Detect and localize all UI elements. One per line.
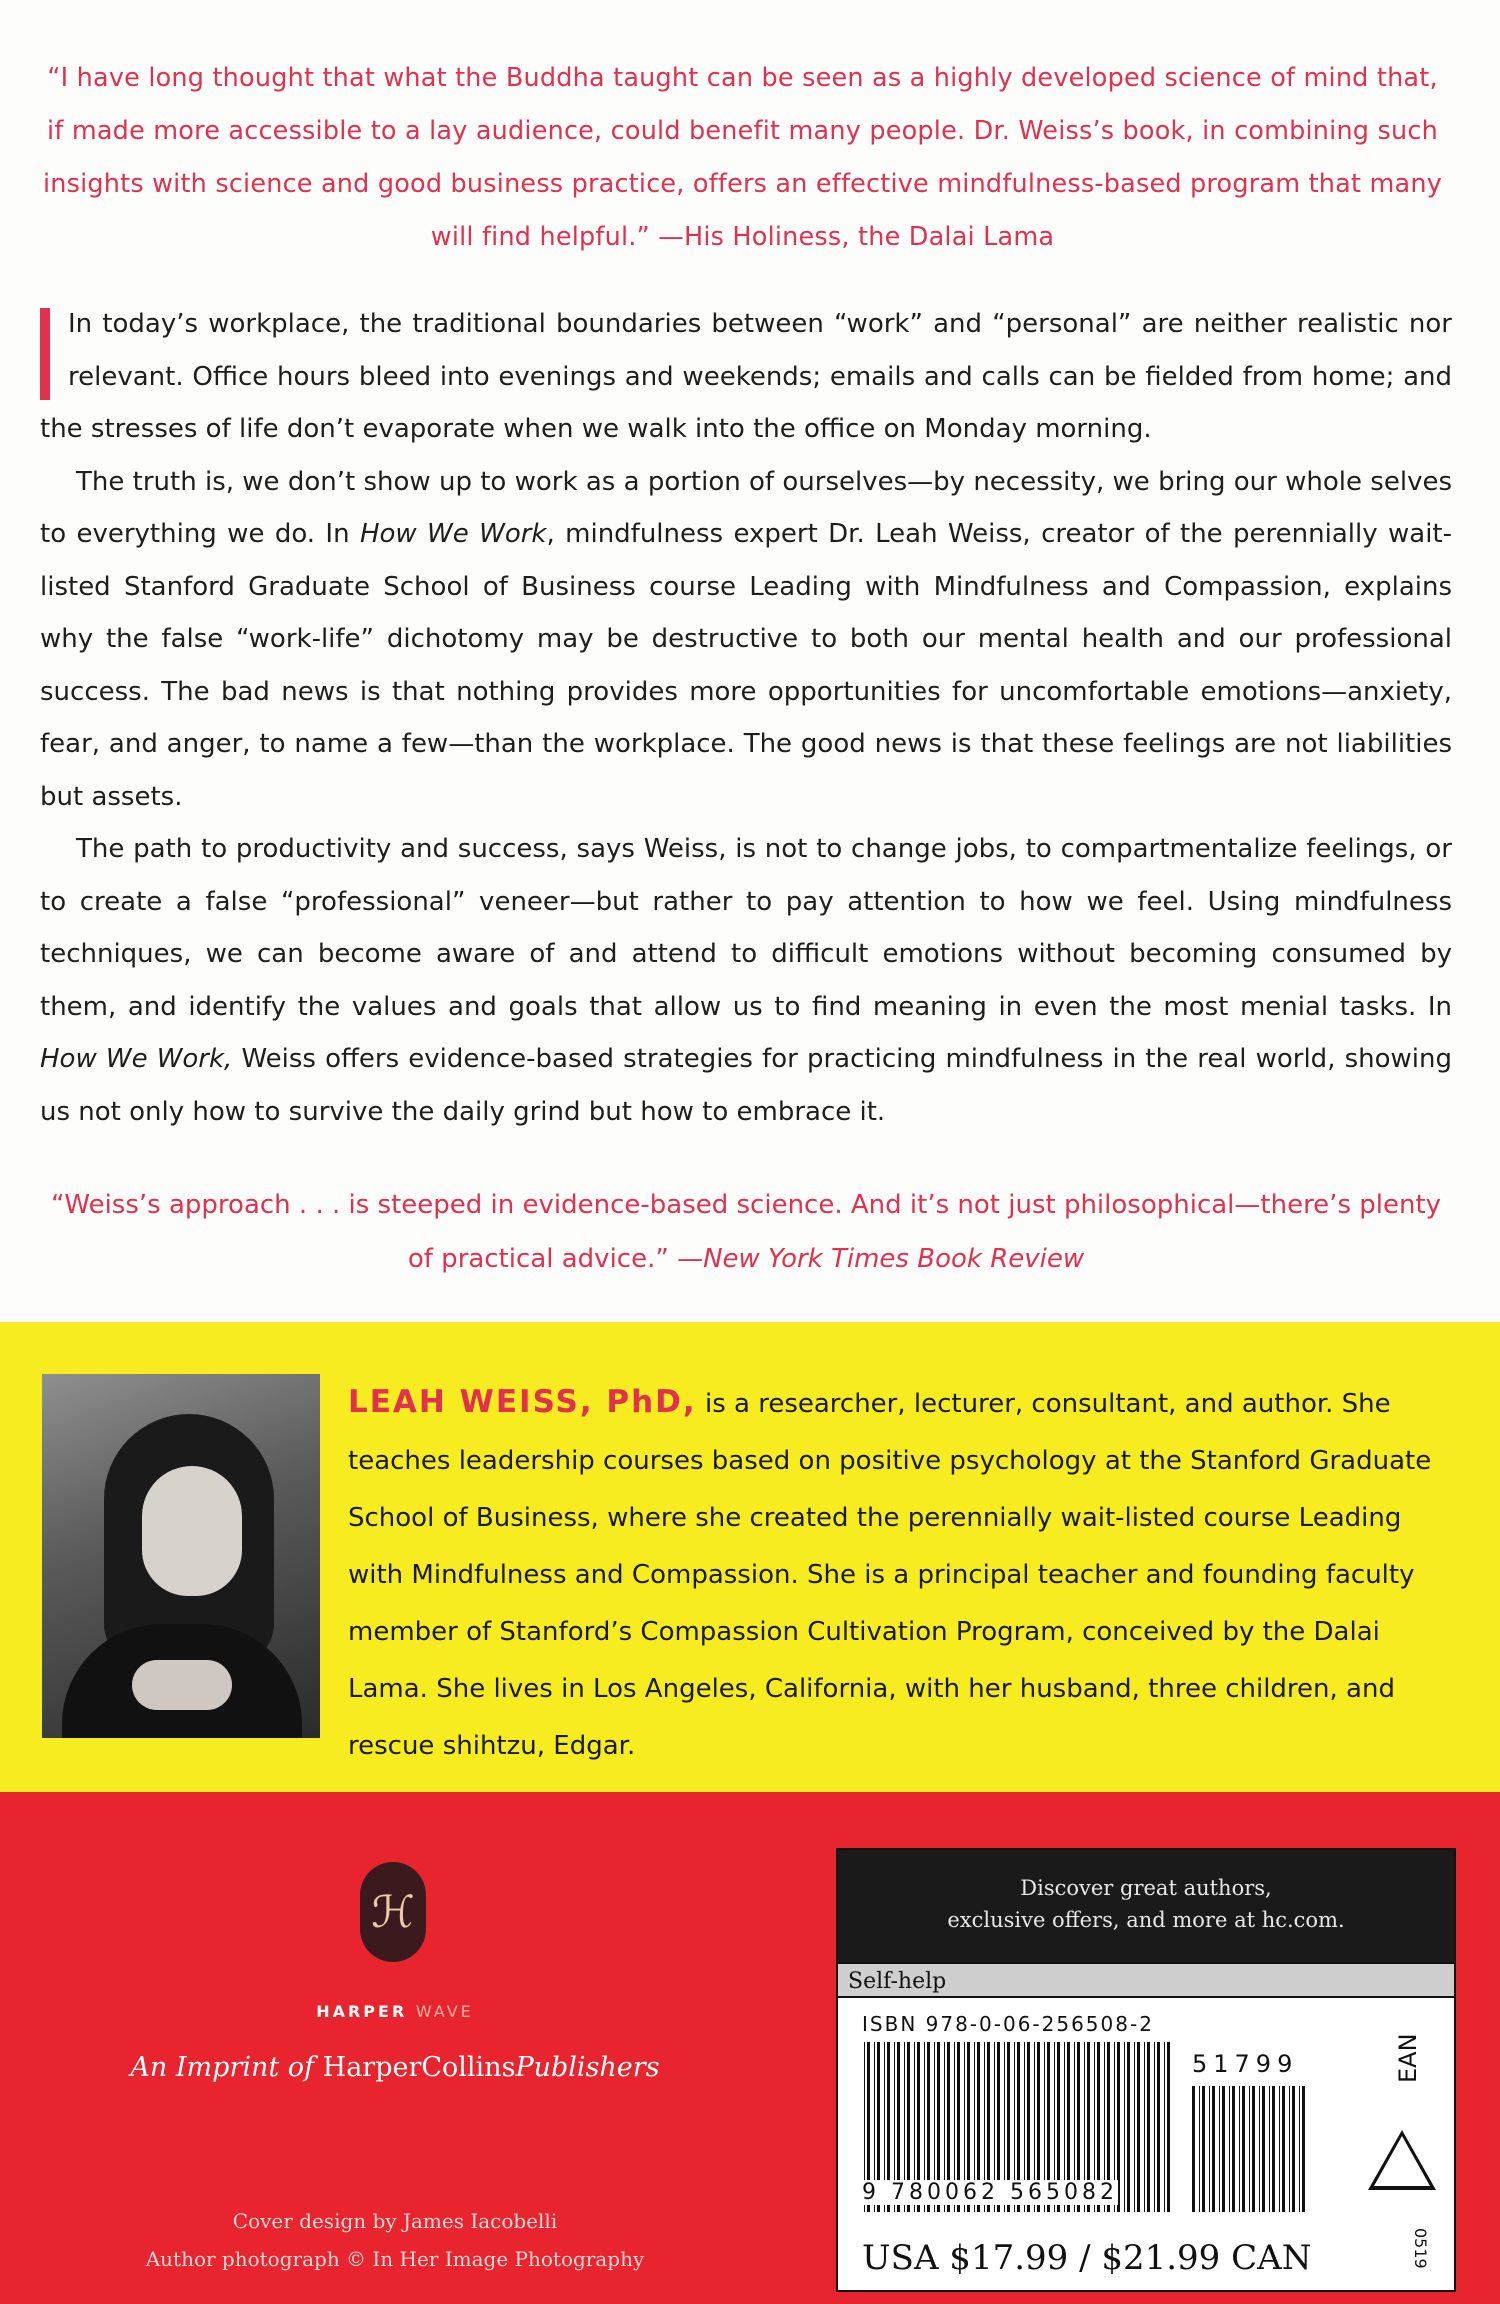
barcode-stripe	[1212, 2086, 1215, 2212]
barcode-stripe	[1272, 2086, 1275, 2212]
barcode-stripe	[1239, 2086, 1240, 2212]
barcode-stripe	[1137, 2042, 1140, 2212]
logo-harper: HARPER	[316, 2002, 408, 2021]
barcode-stripe	[1209, 2086, 1210, 2212]
credits	[70, 2202, 720, 2278]
logo-wave: WAVE	[415, 2002, 474, 2021]
imprint-suffix: Publishers	[515, 2052, 660, 2083]
ean-label: EAN	[1394, 2033, 1422, 2083]
barcode-stripe	[1167, 2042, 1170, 2212]
book-title-italic: How We Work,	[40, 1044, 233, 1074]
photo-hand-shape	[132, 1660, 232, 1710]
barcode-stripe	[1242, 2086, 1245, 2212]
photo-face-shape	[142, 1466, 242, 1596]
price-code: 0519	[1411, 2228, 1430, 2269]
barcode-stripe	[1134, 2042, 1135, 2212]
barcode-stripe	[1202, 2086, 1205, 2212]
barcode-stripe	[1279, 2086, 1280, 2212]
imprint-prefix: An Imprint of	[130, 2052, 315, 2083]
nyt-quote-text: “Weiss’s approach . . . is steeped in evidence-based science. And it’s not just philosophical—there’s plenty of practical advice.”	[50, 1190, 1442, 1274]
barcode-stripe	[1232, 2086, 1235, 2212]
barcode-box-header	[838, 1850, 1454, 1962]
nyt-quote-source: —New York Times Book Review	[677, 1244, 1085, 1274]
price: USA $17.99 / $21.99 CAN	[862, 2238, 1312, 2278]
addon-barcode	[1190, 2086, 1310, 2212]
paragraph-2-text-b: , mindfulness expert Dr. Leah Weiss, creator of the perennially wait-listed Stanford Graduate School of Business course Leading with Mindfulness and Compassion, explains why the false “work-life” dichotomy may be destructive to both our mental health and our professional success. The bad news is that nothing provides more opportunities for uncomfortable emotions—anxiety, fear, and anger, to name a few—than the workplace. The good news is that these feelings are not liabilities but assets.	[40, 519, 1452, 812]
harper-wave-wordmark	[220, 2002, 570, 2021]
triangle-icon	[1368, 2130, 1436, 2190]
barcode-stripe	[1219, 2086, 1220, 2212]
barcode-stripe	[1292, 2086, 1295, 2212]
imprint-line	[100, 2052, 690, 2083]
barcode-stripe	[1252, 2086, 1255, 2212]
publisher-panel	[0, 1792, 1500, 2304]
ean-digits: 9 780062 565082	[862, 2180, 1118, 2205]
description-paragraph-3	[40, 823, 1452, 1138]
photo-credit: Author photograph © In Her Image Photography	[145, 2247, 645, 2271]
barcode-stripe	[1147, 2042, 1150, 2212]
barcode-stripe	[1192, 2086, 1195, 2212]
cover-design-credit: Cover design by James Iacobelli	[232, 2209, 558, 2233]
barcode-stripe	[1199, 2086, 1200, 2212]
barcode-stripe	[1259, 2086, 1260, 2212]
barcode-stripe	[1289, 2086, 1290, 2212]
barcode-stripe	[1157, 2042, 1160, 2212]
author-photo	[42, 1374, 320, 1738]
barcode-stripe	[1302, 2086, 1305, 2212]
barcode-stripe	[1154, 2042, 1155, 2212]
category-label: Self-help	[838, 1962, 1454, 1998]
addon-number: 51799	[1192, 2050, 1299, 2078]
header-line-1: Discover great authors,	[1020, 1876, 1272, 1900]
header-line-2: exclusive offers, and more at hc.com.	[947, 1908, 1345, 1932]
barcode-stripe	[1282, 2086, 1285, 2212]
barcode-stripe	[1127, 2042, 1130, 2212]
dalai-lama-quote-text: “I have long thought that what the Buddha taught can be seen as a highly developed science of mind that, if made more accessible to a lay audience, could benefit many people. Dr. Weiss’s book, in combining such insights with science and good business practice, offers an effective mindfulness-based program that many will find helpful.”	[42, 63, 1443, 252]
barcode-stripe	[1262, 2086, 1265, 2212]
description-paragraph-2	[40, 456, 1452, 824]
nyt-review-quote	[40, 1178, 1452, 1286]
barcode-stripe	[1249, 2086, 1250, 2212]
barcode-stripe	[1144, 2042, 1145, 2212]
dropcap-bar	[40, 308, 50, 400]
barcode-stripe	[1229, 2086, 1230, 2212]
barcode-stripe	[1269, 2086, 1270, 2212]
isbn-text: ISBN 978-0-06-256508-2	[862, 2012, 1154, 2036]
paragraph-2-text-a: The truth is, we don’t show up to work as a portion of ourselves—by necessity, we bring our whole selves to everything we do. In	[40, 466, 1452, 549]
barcode-stripe	[1222, 2086, 1225, 2212]
author-bio-text: is a researcher, lecturer, consultant, and author. She teaches leadership courses based on positive psychology at the Stanford Graduate School of Business, where she created the perennially wait-listed course Leading with Mindfulness and Compassion. She is a principal teacher and founding faculty member of Stanford’s Compassion Cultivation Program, conceived by the Dalai Lama. She lives in Los Angeles, California, with her husband, three children, and rescue shihtzu, Edgar.	[348, 1389, 1432, 1761]
dalai-lama-quote-attribution: —His Holiness, the Dalai Lama	[658, 222, 1055, 252]
book-title-italic: How We Work	[359, 519, 547, 549]
paragraph-1-text: n today’s workplace, the traditional boundaries between “work” and “personal” are neither realistic nor relevant. Office hours bleed into evenings and weekends; emails and calls can be fielded from home; and the stresses of life don’t evaporate when we walk into the office on Monday morning.	[40, 309, 1452, 444]
description-paragraph-1	[40, 298, 1452, 456]
paragraph-3-text-a: The path to productivity and success, says Weiss, is not to change jobs, to compartmentalize feelings, or to create a false “professional” veneer—but rather to pay attention to how we feel. Using mindfulness techniques, we can become aware of and attend to difficult emotions without becoming consumed by them, and identify the values and goals that allow us to find meaning in even the most menial tasks. In	[40, 834, 1452, 1022]
dropcap-letter: I	[68, 309, 76, 339]
barcode-box	[836, 1848, 1456, 2292]
barcode-stripe	[1164, 2042, 1165, 2212]
barcode-stripe	[1299, 2086, 1300, 2212]
logo-glyph: ℋ	[371, 1886, 415, 1938]
author-name: LEAH WEISS, PhD,	[348, 1384, 697, 1420]
imprint-publisher: HarperCollins	[322, 2052, 516, 2083]
author-bio-panel	[0, 1322, 1500, 1792]
author-bio	[348, 1374, 1453, 1775]
dalai-lama-quote	[40, 52, 1445, 264]
paragraph-3-text-b: Weiss offers evidence-based strategies for practicing mindfulness in the real world, showing us not only how to survive the daily grind but how to embrace it.	[40, 1044, 1452, 1127]
barcode-stripe	[1124, 2042, 1125, 2212]
harper-wave-logo-icon	[360, 1862, 426, 1962]
book-description	[40, 298, 1452, 1138]
